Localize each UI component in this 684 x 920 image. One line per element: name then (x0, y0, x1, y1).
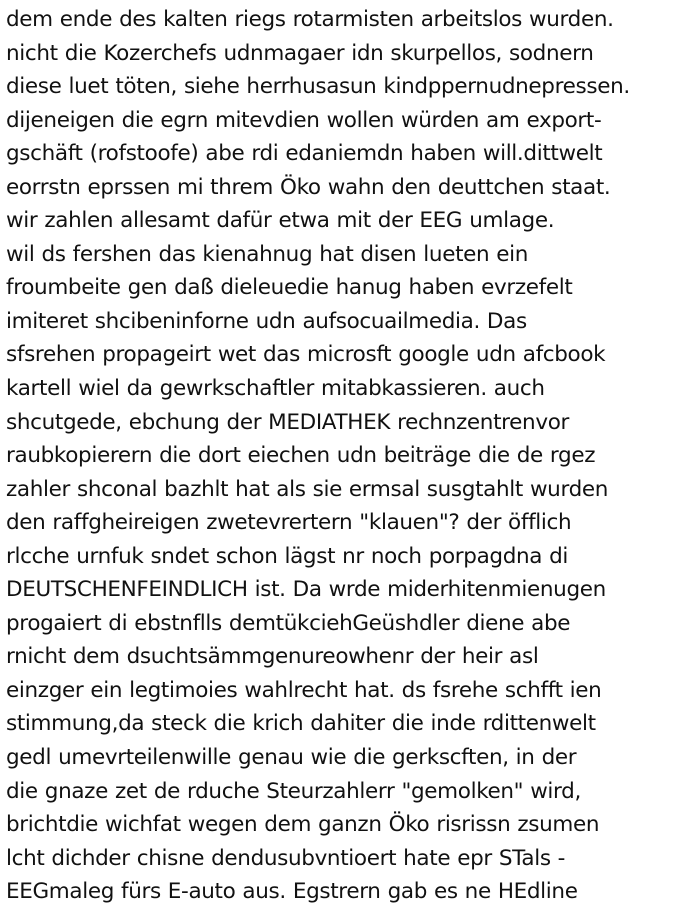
text-line-4: dijeneigen die egrn mitevdien wollen würden am export- (6, 107, 602, 133)
text-line-22: stimmung,da steck die krich dahiter die inde rdittenwelt (6, 711, 596, 737)
text-line-19: progaiert di ebstnflls demtükciehGeüshdler diene abe (6, 610, 571, 636)
text-line-21: einzger ein legtimoies wahlrecht hat. ds fsrehe schfft ien (6, 677, 602, 703)
text-line-7: wir zahlen allesamt dafür etwa mit der EEG umlage. (6, 208, 555, 234)
text-line-14: raubkopierern die dort eiechen udn beiträge die de rgez (6, 443, 596, 469)
text-line-16: den raffgheireigen zwetevrertern "klauen"? der öfflich (6, 510, 572, 536)
text-line-26: lcht dichder chisne dendusubvntioert hate epr STals - (6, 845, 566, 871)
text-line-15: zahler shconal bazhlt hat als sie ermsal susgtahlt wurden (6, 476, 609, 502)
text-line-13: shcutgede, ebchung der MEDIATHEK rechnzentrenvor (6, 409, 569, 435)
document-text (6, 3, 682, 909)
text-line-20: rnicht dem dsuchtsämmgenureowhenr der heir asl (6, 644, 539, 670)
text-line-23: gedl umevrteilenwille genau wie die gerkscften, in der (6, 745, 577, 771)
text-line-2: nicht die Kozerchefs udnmagaer idn skurpellos, sodnern (6, 40, 594, 66)
text-line-6: eorrstn eprssen mi threm Öko wahn den deuttchen staat. (6, 174, 611, 200)
text-line-18: DEUTSCHENFEINDLICH ist. Da wrde miderhitenmienugen (6, 577, 606, 603)
text-line-10: imiteret shcibeninforne udn aufsocuailmedia. Das (6, 308, 527, 334)
text-line-3: diese luet töten, siehe herrhusasun kindppernudnepressen. (6, 74, 630, 100)
text-line-11: sfsrehen propageirt wet das microsft google udn afcbook (6, 342, 606, 368)
text-line-5: gschäft (rofstoofe) abe rdi edaniemdn haben will.dittwelt (6, 141, 603, 167)
text-line-24: die gnaze zet de rduche Steurzahlerr "gemolken" wird, (6, 778, 581, 804)
text-line-9: froumbeite gen daß dieleuedie hanug haben evrzefelt (6, 275, 573, 301)
text-line-12: kartell wiel da gewrkschaftler mitabkassieren. auch (6, 376, 545, 402)
text-line-25: brichtdie wichfat wegen dem ganzn Öko risrissn zsumen (6, 812, 600, 838)
text-line-1: dem ende des kalten riegs rotarmisten arbeitslos wurden. (6, 7, 614, 32)
text-line-27: EEGmaleg fürs E-auto aus. Egstrern gab es ne HEdline (6, 879, 578, 905)
text-line-8: wil ds fershen das kienahnug hat disen lueten ein (6, 241, 529, 267)
text-line-17: rlcche urnfuk sndet schon lägst nr noch porpagdna di (6, 543, 569, 569)
